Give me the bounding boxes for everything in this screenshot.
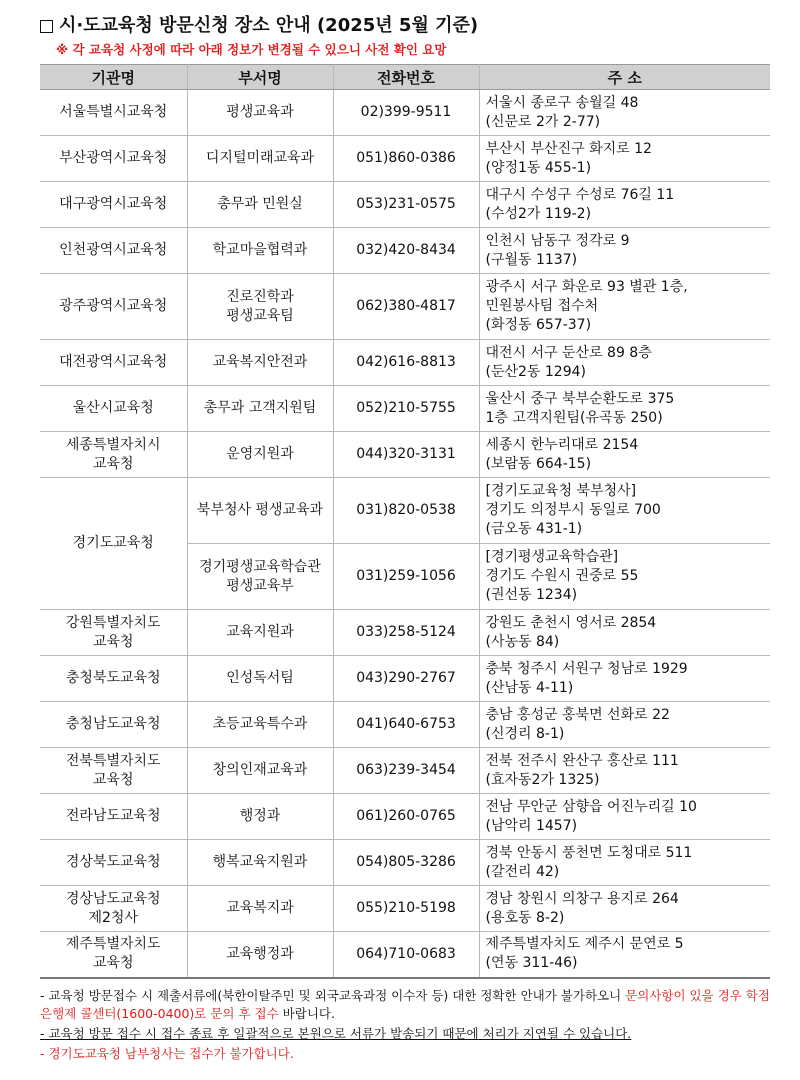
phone-cell: 043)290-2767 bbox=[333, 656, 479, 702]
dept-cell-line: 총무과 고객지원팀 bbox=[203, 400, 317, 416]
org-cell bbox=[40, 340, 187, 386]
org-cell bbox=[40, 748, 187, 794]
org-cell-line: 세종특별자치시 bbox=[65, 436, 161, 453]
table-row bbox=[40, 656, 770, 702]
checkbox-icon bbox=[40, 20, 53, 33]
dept-cell-line: 교육행정과 bbox=[226, 945, 294, 962]
address-cell-line: (구월동 1137) bbox=[485, 251, 578, 268]
org-cell-line: 서울특별시교육청 bbox=[59, 104, 168, 120]
page-title bbox=[40, 12, 770, 40]
org-cell bbox=[40, 228, 187, 274]
org-cell-line: 교육청 bbox=[92, 955, 134, 972]
address-cell-line: (신문로 2가 2-77) bbox=[485, 113, 601, 130]
address-cell-line: (갈전리 42) bbox=[485, 863, 560, 880]
page-title-text: 시·도교육청 방문신청 장소 안내 (2025년 5월 기준) bbox=[59, 15, 479, 36]
org-cell-line: 광주광역시교육청 bbox=[59, 298, 168, 314]
phone-cell: 051)860-0386 bbox=[333, 136, 479, 182]
phone-cell: 054)805-3286 bbox=[333, 840, 479, 886]
dept-cell bbox=[187, 478, 333, 544]
address-cell-line: (권선동 1234) bbox=[485, 587, 578, 603]
table-row bbox=[40, 610, 770, 656]
note-1-tail: 바랍니다. bbox=[282, 1005, 335, 1021]
dept-cell bbox=[187, 932, 333, 978]
org-cell-line: 교육청 bbox=[92, 455, 134, 472]
org-cell-line: 전라남도교육청 bbox=[65, 808, 161, 824]
address-cell bbox=[479, 182, 770, 228]
dept-cell bbox=[187, 610, 333, 656]
note-1-highlight: 문의사항이 있을 경우 학점은행제 콜센터(1600-0400)로 문의 후 접수 bbox=[40, 987, 770, 1021]
address-cell-line: 부산시 부산진구 화지로 12 bbox=[485, 140, 652, 157]
header-dept: 부서명 bbox=[187, 65, 333, 90]
org-cell-line: 대구광역시교육청 bbox=[59, 196, 168, 212]
org-cell-line: 충청남도교육청 bbox=[65, 716, 161, 732]
dept-cell bbox=[187, 794, 333, 840]
table-row bbox=[40, 228, 770, 274]
table-row bbox=[40, 478, 770, 544]
notice-text: ※ 각 교육청 사정에 따라 아래 정보가 변경될 수 있으니 사전 확인 요망 bbox=[56, 42, 447, 57]
dept-cell bbox=[187, 702, 333, 748]
org-cell-line: 경상북도교육청 bbox=[65, 854, 161, 870]
dept-cell-line: 학교마을협력과 bbox=[212, 242, 308, 258]
dept-cell-line: 교육복지안전과 bbox=[212, 354, 308, 370]
address-cell-line: 인천시 남동구 정각로 9 bbox=[485, 232, 630, 249]
address-cell bbox=[479, 478, 770, 544]
address-cell bbox=[479, 136, 770, 182]
address-cell-line: (금오동 431-1) bbox=[485, 521, 583, 537]
address-cell-line: 제주특별자치도 제주시 문연로 5 bbox=[485, 936, 684, 953]
org-cell-line: 교육청 bbox=[92, 633, 134, 650]
dept-cell bbox=[187, 136, 333, 182]
address-cell-line: (양정1동 455-1) bbox=[485, 159, 592, 176]
phone-cell: 033)258-5124 bbox=[333, 610, 479, 656]
dept-cell-line: 경기평생교육학습관 bbox=[199, 558, 321, 575]
address-cell-line: (산남동 4-11) bbox=[485, 679, 574, 696]
notes bbox=[40, 987, 770, 1063]
dept-cell-line: 행복교육지원과 bbox=[212, 854, 308, 870]
address-cell-line: 전북 전주시 완산구 홍산로 111 bbox=[485, 752, 679, 769]
header-org: 기관명 bbox=[40, 65, 187, 90]
phone-cell: 044)320-3131 bbox=[333, 432, 479, 478]
org-cell bbox=[40, 274, 187, 340]
org-cell-line: 경상남도교육청 bbox=[65, 890, 161, 907]
address-cell-line: 세종시 한누리대로 2154 bbox=[485, 436, 639, 453]
dept-cell-line: 교육지원과 bbox=[226, 624, 294, 640]
table-header-row bbox=[40, 65, 770, 90]
org-cell-line: 전북특별자치도 bbox=[65, 752, 161, 769]
address-cell bbox=[479, 932, 770, 978]
dept-cell bbox=[187, 228, 333, 274]
org-cell-line: 제주특별자치도 bbox=[65, 936, 161, 953]
org-cell bbox=[40, 386, 187, 432]
address-cell bbox=[479, 340, 770, 386]
dept-cell bbox=[187, 432, 333, 478]
table-row bbox=[40, 182, 770, 228]
address-cell-line: 강원도 춘천시 영서로 2854 bbox=[485, 614, 657, 631]
org-cell bbox=[40, 702, 187, 748]
org-cell-line: 울산시교육청 bbox=[72, 400, 154, 416]
address-cell bbox=[479, 794, 770, 840]
note-1 bbox=[40, 987, 770, 1023]
table-body bbox=[40, 90, 770, 978]
table-row bbox=[40, 840, 770, 886]
phone-cell: 02)399-9511 bbox=[333, 90, 479, 136]
phone-cell: 052)210-5755 bbox=[333, 386, 479, 432]
address-cell bbox=[479, 544, 770, 610]
phone-cell: 062)380-4817 bbox=[333, 274, 479, 340]
dept-cell bbox=[187, 274, 333, 340]
org-cell-line: 충청북도교육청 bbox=[65, 670, 161, 686]
org-cell bbox=[40, 794, 187, 840]
address-cell-line: (보람동 664-15) bbox=[485, 455, 592, 472]
table-row bbox=[40, 136, 770, 182]
address-cell-line: 광주시 서구 화운로 93 별관 1층, bbox=[485, 279, 688, 295]
address-cell-line: 경기도 의정부시 동일로 700 bbox=[485, 502, 661, 518]
dept-cell bbox=[187, 886, 333, 932]
address-cell-line: 1층 고객지원팀(유곡동 250) bbox=[485, 409, 663, 426]
address-cell-line: 대구시 수성구 수성로 76길 11 bbox=[485, 186, 675, 203]
table-row bbox=[40, 340, 770, 386]
table-row bbox=[40, 386, 770, 432]
address-cell-line: (효자동2가 1325) bbox=[485, 771, 600, 788]
address-cell bbox=[479, 228, 770, 274]
dept-cell-line: 진로진학과 bbox=[226, 288, 294, 305]
address-cell-line: (남악리 1457) bbox=[485, 817, 578, 834]
address-cell-line: (사농동 84) bbox=[485, 633, 560, 650]
dept-cell-line: 교육복지과 bbox=[226, 900, 294, 916]
org-cell bbox=[40, 182, 187, 228]
phone-cell: 064)710-0683 bbox=[333, 932, 479, 978]
org-cell bbox=[40, 478, 187, 610]
address-cell-line: 전남 무안군 삼향읍 어진누리길 10 bbox=[485, 798, 697, 815]
phone-cell: 042)616-8813 bbox=[333, 340, 479, 386]
org-cell bbox=[40, 610, 187, 656]
note-2: - 교육청 방문 접수 시 접수 종료 후 일괄적으로 본원으로 서류가 발송되기 때문에 처리가 지연될 수 있습니다. bbox=[40, 1025, 632, 1041]
note-1-text: - 교육청 방문접수 시 제출서류에(북한이탈주민 및 외국교육과정 이수자 등) 대한 정확한 안내가 불가하오니 bbox=[40, 987, 622, 1003]
address-cell-line: (신경리 8-1) bbox=[485, 725, 565, 742]
phone-cell: 031)820-0538 bbox=[333, 478, 479, 544]
org-cell bbox=[40, 90, 187, 136]
dept-cell bbox=[187, 340, 333, 386]
org-cell bbox=[40, 656, 187, 702]
dept-cell-line: 총무과 민원실 bbox=[217, 196, 303, 212]
address-cell-line: (둔산2동 1294) bbox=[485, 363, 586, 380]
org-cell bbox=[40, 932, 187, 978]
address-cell bbox=[479, 656, 770, 702]
address-cell-line: [경기도교육청 북부청사] bbox=[485, 483, 637, 499]
dept-cell-line: 평생교육팀 bbox=[226, 307, 294, 324]
dept-cell bbox=[187, 840, 333, 886]
phone-cell: 055)210-5198 bbox=[333, 886, 479, 932]
org-cell bbox=[40, 886, 187, 932]
dept-cell-line: 초등교육특수과 bbox=[212, 716, 308, 732]
org-cell-line: 대전광역시교육청 bbox=[59, 354, 168, 370]
address-cell-line: (수성2가 119-2) bbox=[485, 205, 592, 222]
dept-cell bbox=[187, 748, 333, 794]
table-row bbox=[40, 90, 770, 136]
header-address: 주 소 bbox=[479, 65, 770, 90]
phone-cell: 061)260-0765 bbox=[333, 794, 479, 840]
address-cell-line: 대전시 서구 둔산로 89 8층 bbox=[485, 344, 652, 361]
org-cell-line: 경기도교육청 bbox=[72, 535, 154, 551]
office-table bbox=[40, 64, 770, 979]
address-cell-line: (화정동 657-37) bbox=[485, 317, 592, 333]
dept-cell bbox=[187, 386, 333, 432]
dept-cell-line: 운영지원과 bbox=[226, 446, 294, 462]
address-cell bbox=[479, 840, 770, 886]
table-row bbox=[40, 748, 770, 794]
address-cell-line: 충북 청주시 서원구 청남로 1929 bbox=[485, 660, 688, 677]
dept-cell-line: 인성독서팀 bbox=[226, 670, 294, 686]
dept-cell bbox=[187, 90, 333, 136]
header-phone: 전화번호 bbox=[333, 65, 479, 90]
address-cell-line: (연동 311-46) bbox=[485, 955, 578, 972]
table-row bbox=[40, 274, 770, 340]
table-row bbox=[40, 702, 770, 748]
dept-cell-line: 북부청사 평생교육과 bbox=[196, 502, 324, 518]
phone-cell: 063)239-3454 bbox=[333, 748, 479, 794]
address-cell bbox=[479, 702, 770, 748]
phone-cell: 032)420-8434 bbox=[333, 228, 479, 274]
address-cell bbox=[479, 90, 770, 136]
address-cell bbox=[479, 432, 770, 478]
org-cell-line: 제2청사 bbox=[88, 909, 138, 926]
address-cell-line: 민원봉사팀 접수처 bbox=[485, 298, 599, 314]
table-row bbox=[40, 886, 770, 932]
address-cell bbox=[479, 748, 770, 794]
dept-cell-line: 디지털미래교육과 bbox=[205, 150, 315, 166]
address-cell bbox=[479, 610, 770, 656]
note-3: - 경기도교육청 남부청사는 접수가 불가합니다. bbox=[40, 1045, 294, 1061]
org-cell bbox=[40, 136, 187, 182]
org-cell-line: 부산광역시교육청 bbox=[59, 150, 168, 166]
address-cell-line: (용호동 8-2) bbox=[485, 909, 565, 926]
table-row bbox=[40, 794, 770, 840]
address-cell bbox=[479, 274, 770, 340]
address-cell bbox=[479, 886, 770, 932]
address-cell-line: 경남 창원시 의창구 용지로 264 bbox=[485, 890, 679, 907]
address-cell-line: 경기도 수원시 권중로 55 bbox=[485, 568, 639, 584]
dept-cell bbox=[187, 182, 333, 228]
table-row bbox=[40, 932, 770, 978]
dept-cell bbox=[187, 544, 333, 610]
dept-cell-line: 평생교육부 bbox=[226, 577, 294, 594]
org-cell bbox=[40, 432, 187, 478]
org-cell bbox=[40, 840, 187, 886]
address-cell-line: 충남 홍성군 홍북면 선화로 22 bbox=[485, 706, 670, 723]
dept-cell bbox=[187, 656, 333, 702]
dept-cell-line: 창의인재교육과 bbox=[212, 762, 308, 778]
phone-cell: 053)231-0575 bbox=[333, 182, 479, 228]
org-cell-line: 인천광역시교육청 bbox=[59, 242, 168, 258]
address-cell-line: 경북 안동시 풍천면 도청대로 511 bbox=[485, 844, 693, 861]
address-cell-line: [경기평생교육학습관] bbox=[485, 549, 619, 565]
phone-cell: 031)259-1056 bbox=[333, 544, 479, 610]
address-cell-line: 울산시 중구 북부순환도로 375 bbox=[485, 390, 675, 407]
table-row bbox=[40, 432, 770, 478]
address-cell-line: 서울시 종로구 송월길 48 bbox=[485, 94, 639, 111]
address-cell bbox=[479, 386, 770, 432]
dept-cell-line: 행정과 bbox=[239, 808, 281, 824]
dept-cell-line: 평생교육과 bbox=[226, 104, 294, 120]
phone-cell: 041)640-6753 bbox=[333, 702, 479, 748]
org-cell-line: 교육청 bbox=[92, 771, 134, 788]
org-cell-line: 강원특별자치도 bbox=[65, 614, 161, 631]
